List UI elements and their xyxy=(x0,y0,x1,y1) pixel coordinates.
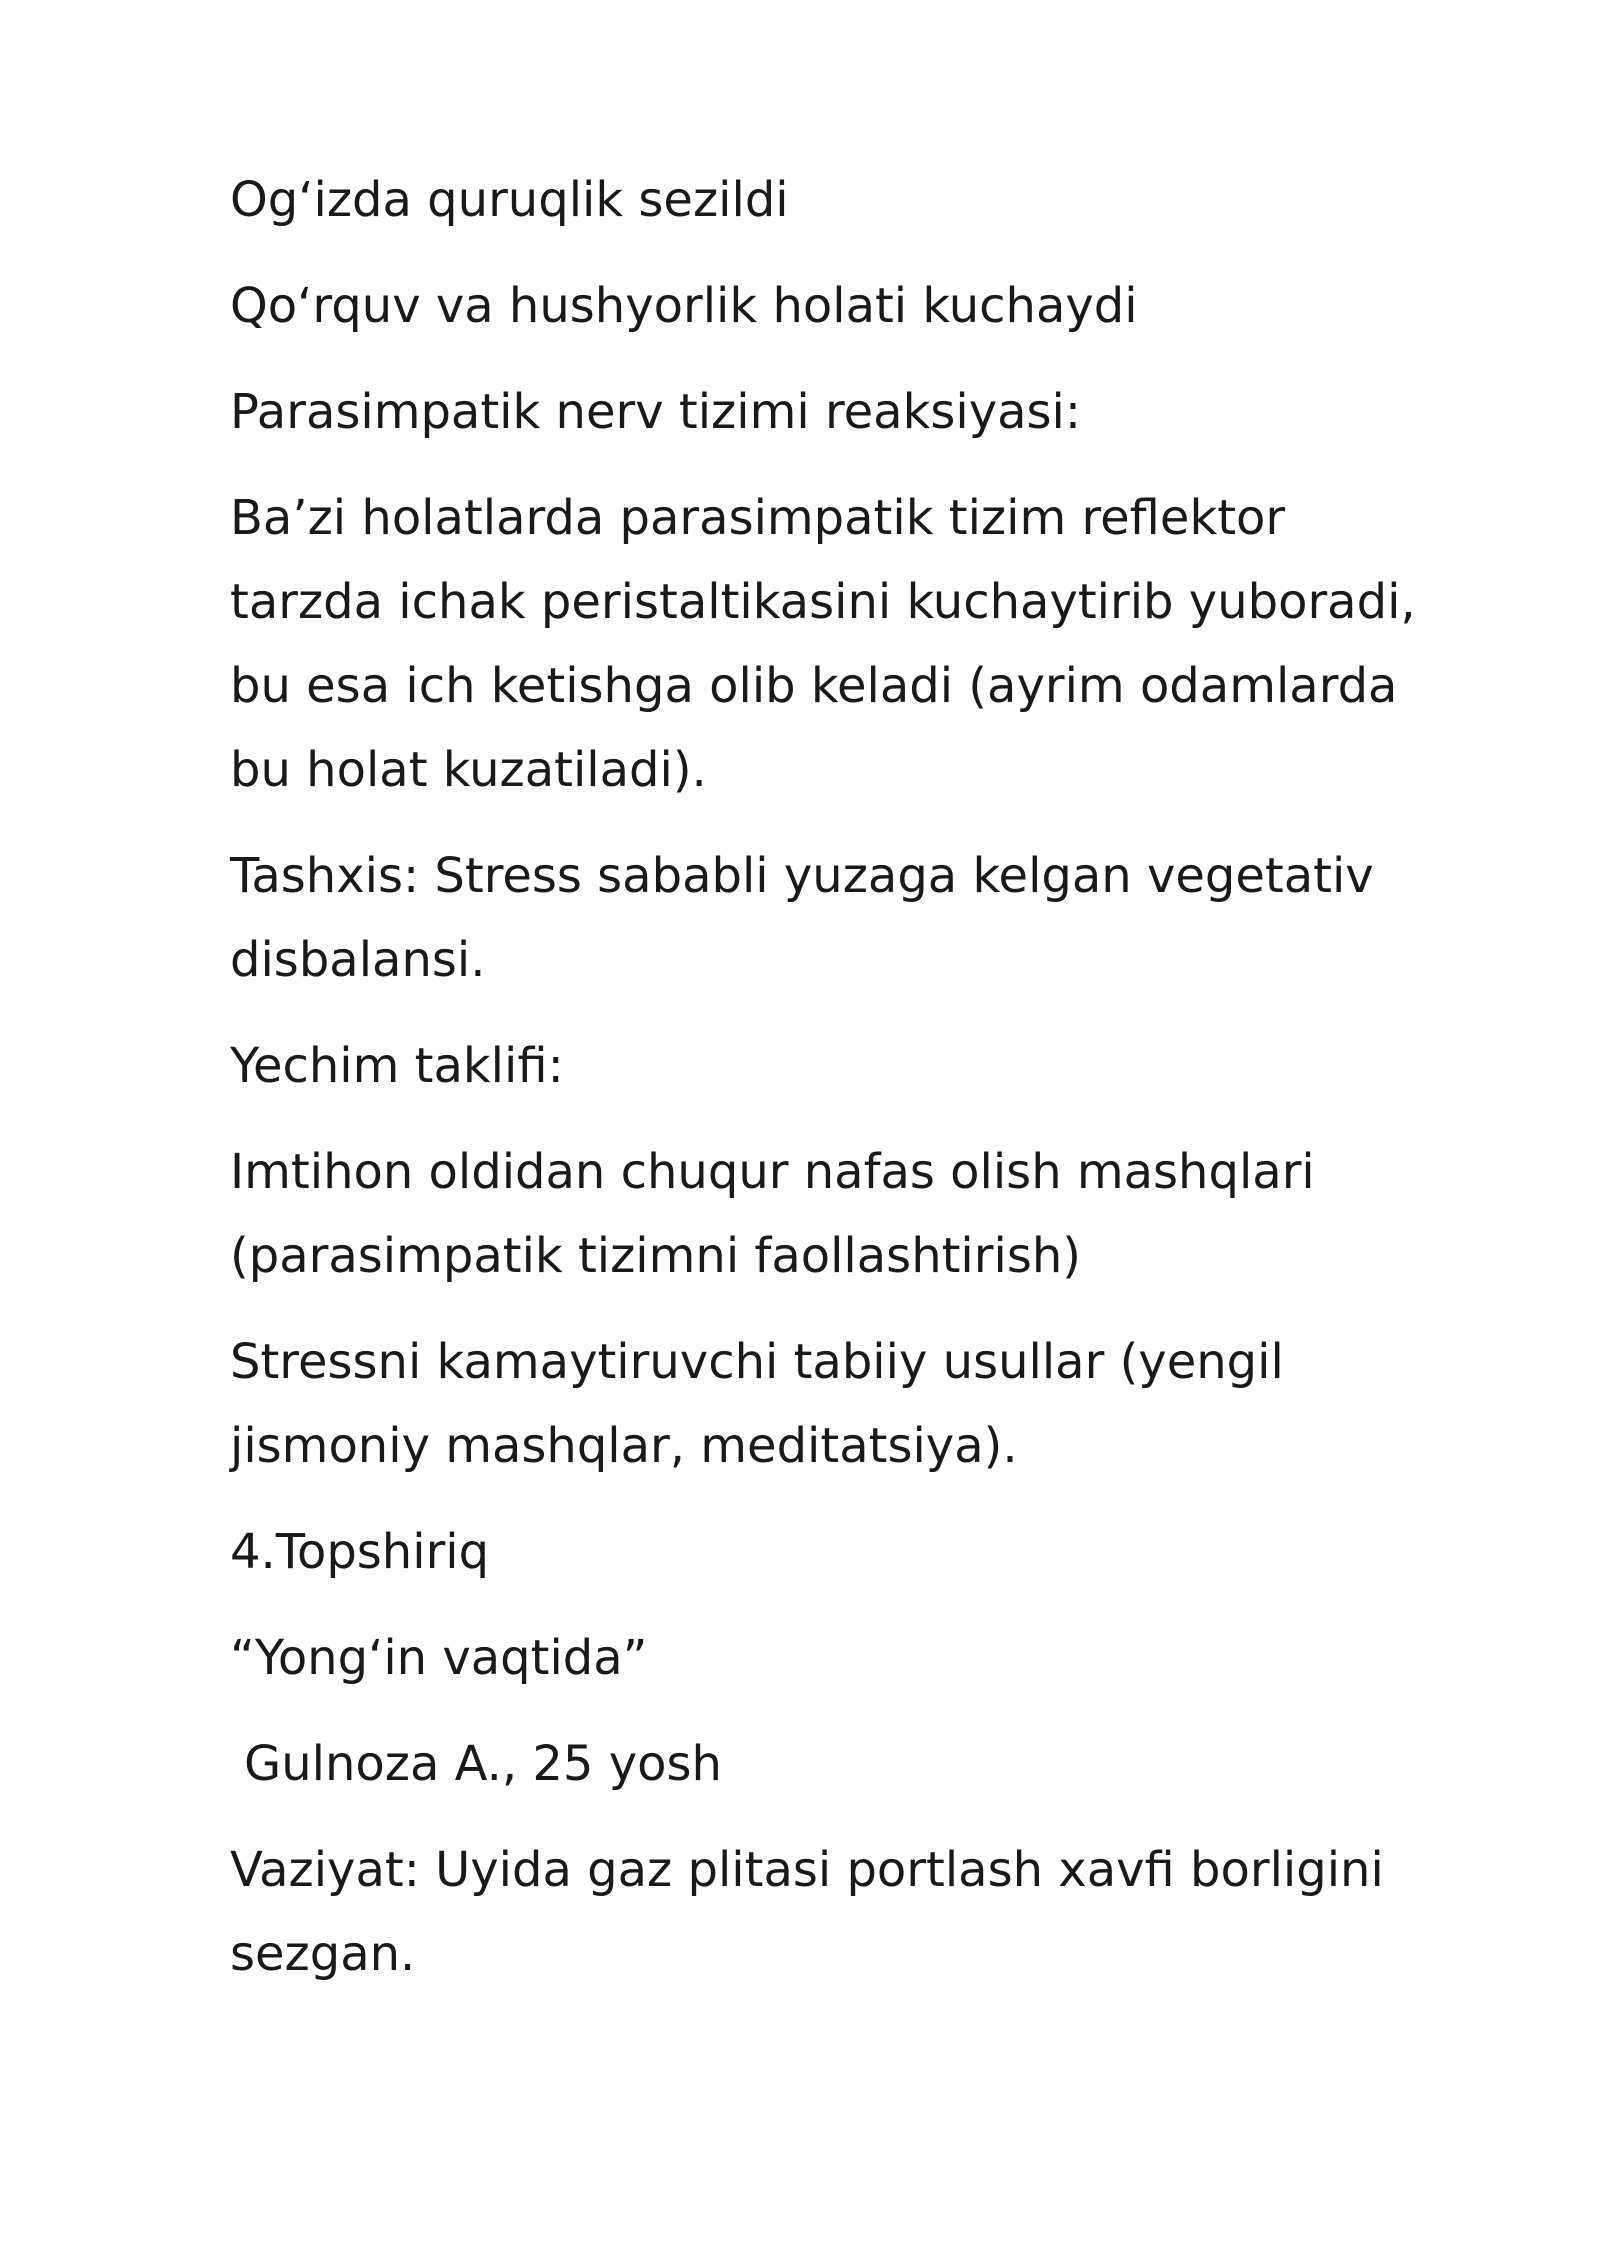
task-number-heading xyxy=(230,1510,1530,1594)
text-line: 4.Topshiriq xyxy=(230,1524,490,1580)
text-line: Stressni kamaytiruvchi tabiiy usullar (yengil xyxy=(230,1334,1284,1390)
text-line: bu esa ich ketishga olib keladi (ayrim odamlarda xyxy=(230,658,1398,714)
text-line: sezgan. xyxy=(230,1926,416,1982)
text-line: Ba’zi holatlarda parasimpatik tizim reflektor xyxy=(230,490,1286,546)
section-heading-solution xyxy=(230,1024,1530,1108)
text-line: “Yong‘in vaqtida” xyxy=(230,1630,648,1686)
text-line: jismoniy mashqlar, meditatsiya). xyxy=(230,1418,1018,1474)
paragraph-diagnosis xyxy=(230,834,1530,1002)
text-line: bu holat kuzatiladi). xyxy=(230,742,707,798)
text-line: (parasimpatik tizimni faollashtirish) xyxy=(230,1228,1081,1284)
text-line: Yechim taklifi: xyxy=(230,1038,564,1094)
text-line: Gulnoza A., 25 yosh xyxy=(244,1736,722,1792)
text-line: Parasimpatik nerv tizimi reaksiyasi: xyxy=(230,384,1082,440)
text-line: Imtihon oldidan chuqur nafas olish mashqlari xyxy=(230,1144,1315,1200)
text-line: Og‘izda quruqlik sezildi xyxy=(230,172,789,228)
text-line: tarzda ichak peristaltikasini kuchaytirib yuboradi, xyxy=(230,574,1416,630)
text-line: Qo‘rquv va hushyorlik holati kuchaydi xyxy=(230,278,1138,334)
text-line: disbalansi. xyxy=(230,932,486,988)
paragraph-dry-mouth xyxy=(230,158,1530,242)
text-line: Tashxis: Stress sababli yuzaga kelgan vegetativ xyxy=(230,848,1374,904)
task-title xyxy=(230,1616,1530,1700)
paragraph-parasympathetic-reaction xyxy=(230,476,1530,812)
paragraph-fear xyxy=(230,264,1530,348)
paragraph-stress-reduction xyxy=(230,1320,1530,1488)
section-heading-parasympathetic xyxy=(230,370,1530,454)
paragraph-breathing-exercises xyxy=(230,1130,1530,1298)
patient-info xyxy=(230,1722,1530,1806)
paragraph-situation xyxy=(230,1828,1530,1996)
text-line: Vaziyat: Uyida gaz plitasi portlash xavfi borligini xyxy=(230,1842,1384,1898)
document-body xyxy=(230,158,1530,2018)
